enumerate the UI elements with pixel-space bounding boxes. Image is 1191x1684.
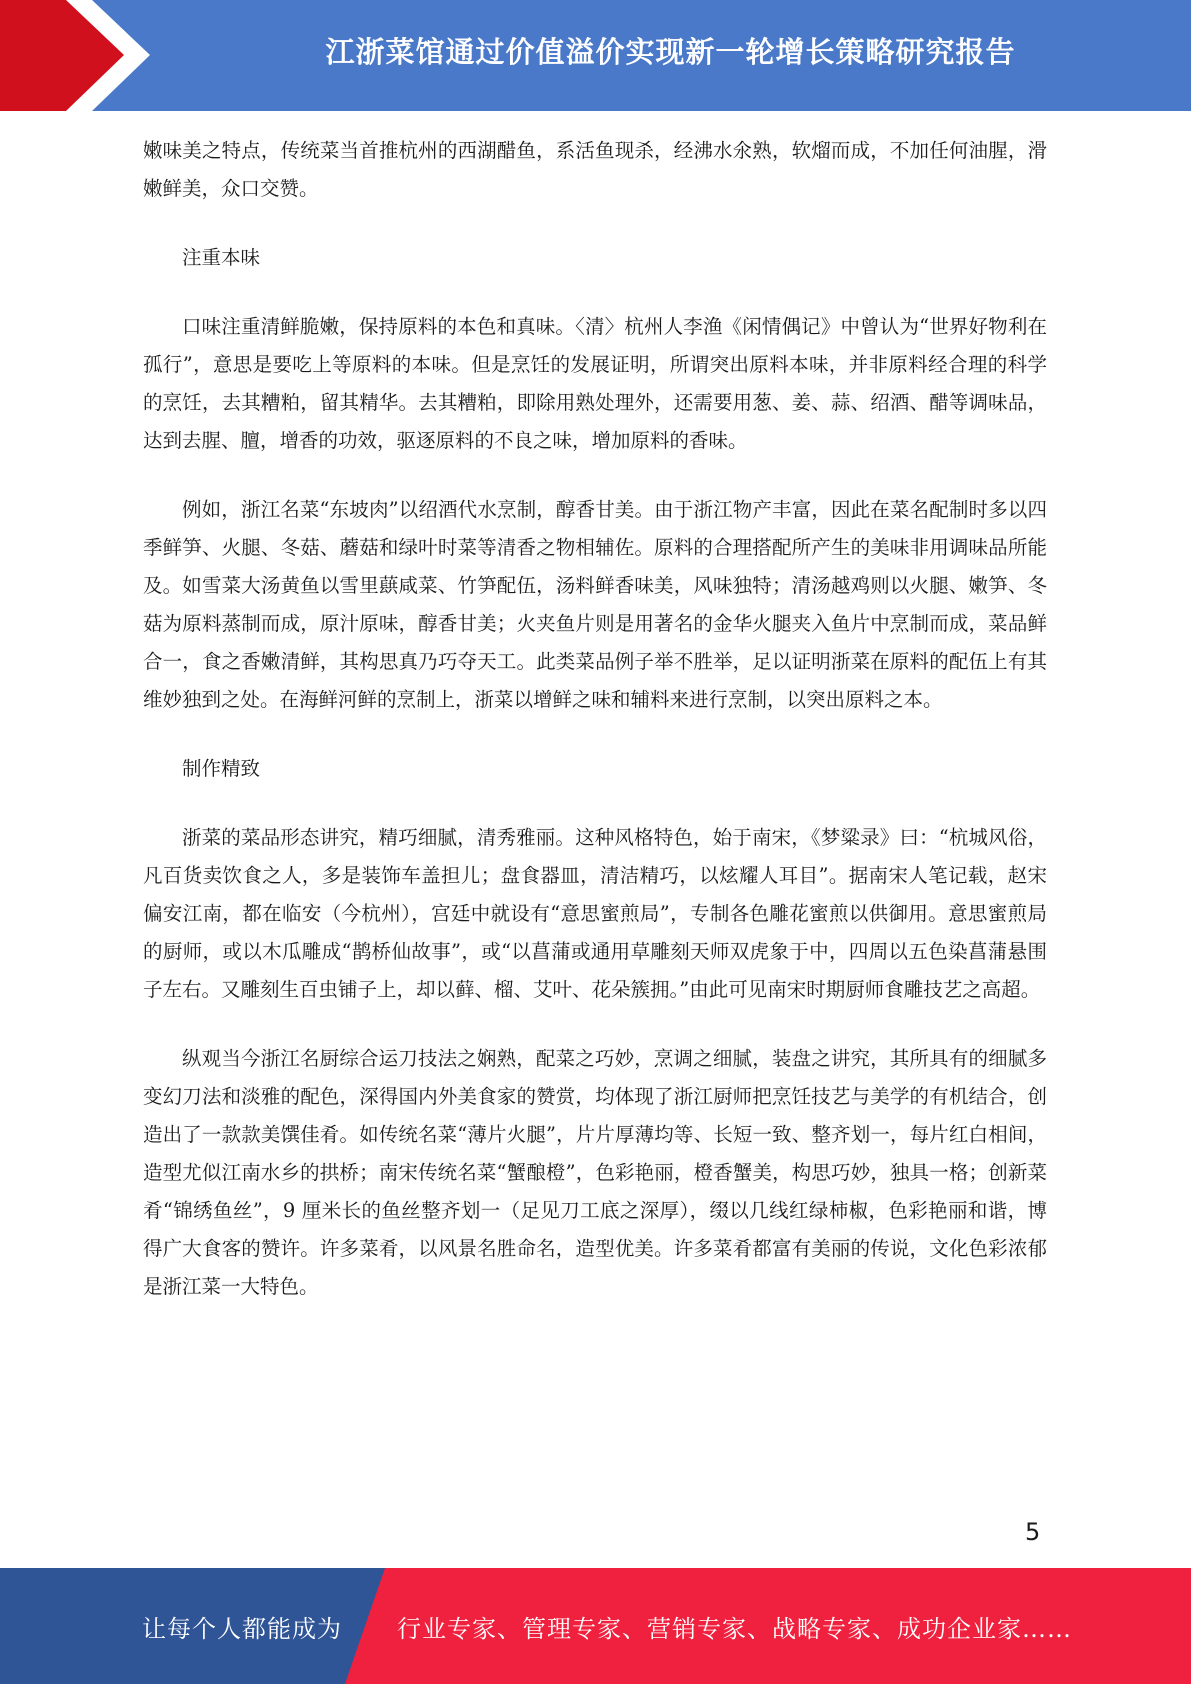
paragraph-benwei: 口味注重清鲜脆嫩，保持原料的本色和真味。〈清〉杭州人李渔《闲情偶记》中曾认为“世界好物利在孤行”，意思是要吃上等原料的本味。但是烹饪的发展证明，所谓突出原料本味，并非原料经合理的科学的烹饪，去其糟粕，留其精华。去其糟粕，即除用熟处理外，还需要用葱、姜、蒜、绍酒、醋等调味品，达到去腥、膻，增香的功效，驱逐原料的不良之味，增加原料的香味。 xyxy=(143,315,1047,452)
paragraph-jingzhi: 浙菜的菜品形态讲究，精巧细腻，清秀雅丽。这种风格特色，始于南宋，《梦粱录》曰：“杭城风俗，凡百货卖饮食之人，多是装饰车盖担儿；盘食器皿，清洁精巧，以炫耀人耳目”。据南宋人笔记载，赵宋偏安江南，都在临安（今杭州），宫廷中就设有“意思蜜煎局”，专制各色雕花蜜煎以供御用。意思蜜煎局的厨师，或以木瓜雕成“鹊桥仙故事”，或“以菖蒲或通用草雕刻天师双虎象于中，四周以五色染菖蒲悬围子左右。又雕刻生百虫铺子上，却以藓、榴、艾叶、花朵簇拥。”由此可见南宋时期厨师食雕技艺之高超。 xyxy=(143,826,1047,1001)
page-footer xyxy=(0,1568,1191,1684)
section-heading-jingzhi: 制作精致 xyxy=(182,757,261,780)
footer-slogan-right: 行业专家、管理专家、营销专家、战略专家、成功企业家…… xyxy=(397,1614,1072,1643)
paragraph-continued: 嫩味美之特点，传统菜当首推杭州的西湖醋鱼，系活鱼现杀，经沸水氽熟，软熘而成，不加任何油腥，滑嫩鲜美，众口交赞。 xyxy=(143,139,1047,200)
section-heading-benwei: 注重本味 xyxy=(182,246,261,269)
page-number: 5 xyxy=(1025,1518,1041,1546)
report-title: 江浙菜馆通过价值溢价实现新一轮增长策略研究报告 xyxy=(325,34,1016,69)
paragraph-examples: 例如，浙江名菜“东坡肉”以绍酒代水烹制，醇香甘美。由于浙江物产丰富，因此在菜名配制时多以四季鲜笋、火腿、冬菇、蘑菇和绿叶时菜等清香之物相辅佐。原料的合理搭配所产生的美味非用调味品所能及。如雪菜大汤黄鱼以雪里蕻咸菜、竹笋配伍，汤料鲜香味美，风味独特；清汤越鸡则以火腿、嫩笋、冬菇为原料蒸制而成，原汁原味，醇香甘美；火夹鱼片则是用著名的金华火腿夹入鱼片中烹制而成，菜品鲜合一，食之香嫩清鲜，其构思真乃巧夺天工。此类菜品例子举不胜举，足以证明浙菜在原料的配伍上有其维妙独到之处。在海鲜河鲜的烹制上，浙菜以增鲜之味和辅料来进行烹制，以突出原料之本。 xyxy=(143,498,1047,711)
paragraph-summary: 纵观当今浙江名厨综合运刀技法之娴熟，配菜之巧妙，烹调之细腻，装盘之讲究，其所具有的细腻多变幻刀法和淡雅的配色，深得国内外美食家的赞赏，均体现了浙江厨师把烹饪技艺与美学的有机结合，创造出了一款款美馔佳肴。如传统名菜“薄片火腿”，片片厚薄均等、长短一致、整齐划一，每片红白相间，造型尤似江南水乡的拱桥；南宋传统名菜“蟹酿橙”，色彩艳丽，橙香蟹美，构思巧妙，独具一格；创新菜肴“锦绣鱼丝”，9 厘米长的鱼丝整齐划一（足见刀工底之深厚），缀以几线红绿柿椒，色彩艳丽和谐，博得广大食客的赞许。许多菜肴，以风景名胜命名，造型优美。许多菜肴都富有美丽的传说，文化色彩浓郁是浙江菜一大特色。 xyxy=(143,1047,1047,1298)
footer-slogan-left: 让每个人都能成为 xyxy=(142,1614,342,1643)
page-header xyxy=(0,0,1191,111)
page-content xyxy=(143,132,1047,1337)
header-red-arrow-icon xyxy=(0,0,150,111)
